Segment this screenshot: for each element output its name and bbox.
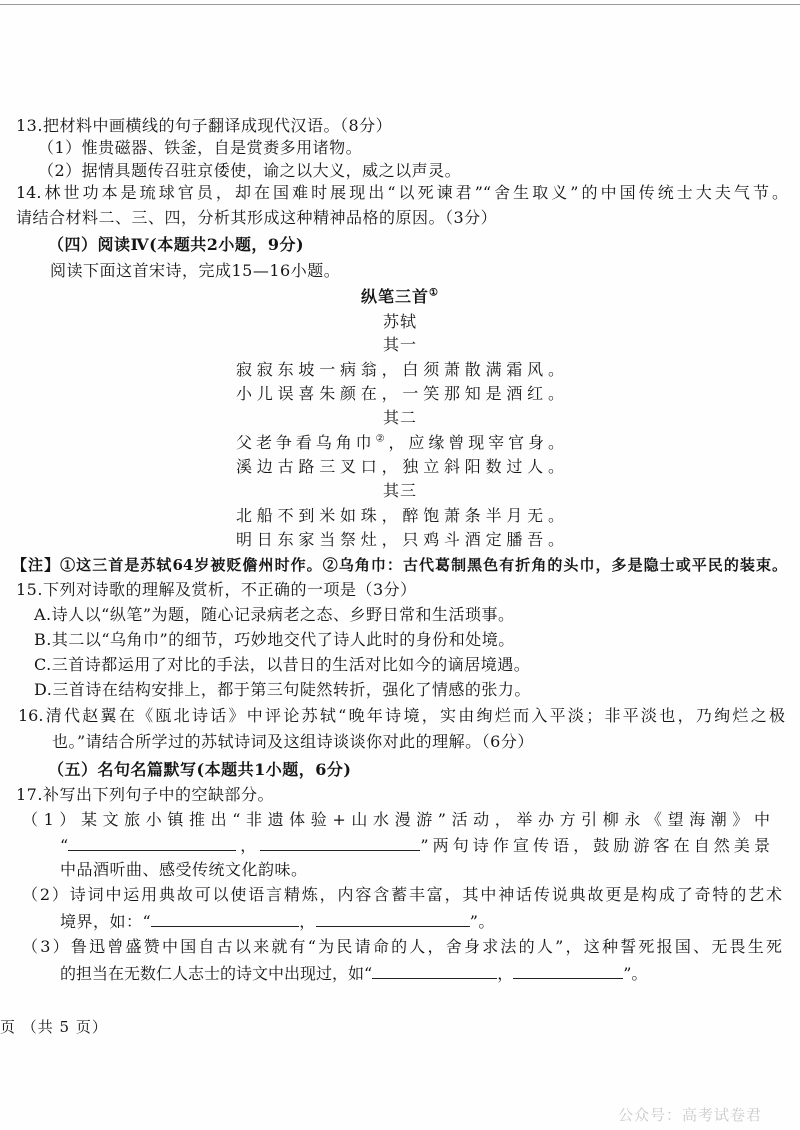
q15-option-b: B.其二以“乌角巾”的细节，巧妙地交代了诗人此时的身份和处境。: [34, 630, 515, 649]
q17-item2-line-2: [60, 911, 495, 932]
poem-part3-line-1: 北船不到米如珠，醉饱萧条半月无。: [236, 506, 564, 525]
poem-title: [0, 287, 800, 307]
poem-title-text: 纵笔三首: [361, 287, 430, 306]
q17-item1-separator: ，: [236, 836, 261, 855]
q15-stem: 15.下列对诗歌的理解及赏析，不正确的一项是（3分）: [16, 580, 417, 599]
q14-line-1: 14.林世功本是琉球官员，却在国难时展现出“以死谏君”“舍生取义”的中国传统士大夫气节。: [16, 183, 788, 202]
q17-item2-line-1: （2）诗词中运用典故可以使语言精炼，内容含蓄丰富，其中神话传说典故更是构成了奇特的艺术: [22, 885, 782, 904]
poem-part2-line-2: 溪边古路三叉口，独立斜阳数过人。: [236, 457, 564, 476]
q17-item1-line-2: [60, 835, 770, 855]
q16-line-2: 也。”请结合所学过的苏轼诗词及这组诗谈谈你对此的理解。（6分）: [52, 732, 534, 751]
q17-item2-line-2-post: ”。: [469, 912, 495, 931]
q17-item2-blank-1: [151, 911, 299, 927]
q17-item3-line-2-post: ”。: [623, 964, 648, 983]
q13-item-2: （2）据情具题传召驻京倭使，谕之以大义，威之以声灵。: [38, 161, 462, 180]
poem-title-note-mark: ①: [429, 287, 439, 299]
q16-line-1: 16.清代赵翼在《瓯北诗话》中评论苏轼“晚年诗境，实由绚烂而入平淡；非平淡也，乃绚烂之极: [18, 706, 785, 725]
poem-part2-line-1-post: ，应缘曾现宰官身。: [388, 433, 564, 452]
q17-item1-blank-1: [68, 835, 236, 851]
q17-item1-line-2-tail: ”两句诗作宣传语，鼓励游客在自然美景: [420, 836, 770, 855]
q13-stem: 13.把材料中画横线的句子翻译成现代汉语。（8分）: [16, 116, 393, 135]
q17-stem: 17.补写出下列句子中的空缺部分。: [16, 785, 274, 804]
q17-item2-line-2-pre: 境界，如：“: [60, 912, 152, 931]
q17-item2-blank-2: [316, 911, 470, 927]
q17-item3-blank-1: [372, 963, 497, 979]
poem-part1-line-2: 小儿误喜朱颜在，一笑那知是酒红。: [236, 384, 564, 403]
poem-part3-line-2: 明日东家当祭灶，只鸡斗酒定膰吾。: [236, 530, 564, 549]
q17-item1-blank-2: [260, 835, 420, 851]
q14-line-2: 请结合材料二、三、四，分析其形成这种精神品格的原因。（3分）: [16, 208, 498, 227]
q17-item3-line-1: （3）鲁迅曾盛赞中国自古以来就有“为民请命的人，舍身求法的人”，这种誓死报国、无畏生死: [22, 937, 782, 956]
watermark: 公众号：高考试卷君: [618, 1106, 763, 1124]
poem-part2-label: 其二: [382, 408, 417, 427]
q17-item3-line-2-pre: 的担当在无数仁人志士的诗文中出现过，如“: [60, 964, 373, 983]
poem-part3-label: 其三: [382, 481, 417, 500]
poem-part2-line-1-pre: 父老争看乌角巾: [236, 433, 376, 452]
poem-part2-note-mark: ②: [375, 433, 389, 445]
q17-item1-open-quote: “: [60, 836, 69, 855]
section5-heading: （五）名句名篇默写(本题共1小题，6分): [48, 760, 352, 779]
q17-item3-line-2: [60, 963, 647, 984]
q17-item1-line-1: （1）某文旅小镇推出“非遗体验+山水漫游”活动，举办方引柳永《望海潮》中: [22, 810, 770, 829]
q13-item-1: （1）惟贵磁器、铁釜，自是赏赉多用诸物。: [38, 138, 363, 157]
q17-item2-separator: ，: [299, 912, 316, 931]
q17-item1-line-3: 中品酒听曲、感受传统文化韵味。: [60, 860, 308, 879]
q15-option-c: C.三首诗都运用了对比的手法，以昔日的生活对比如今的谪居境遇。: [34, 655, 531, 674]
q15-option-d: D.三首诗在结构安排上，都于第三句陡然转折，强化了情感的张力。: [34, 680, 531, 699]
poem-footnote: 【注】①这三首是苏轼64岁被贬儋州时作。②乌角巾：古代葛制黑色有折角的头巾，多是隐士或平民的装束。: [12, 556, 787, 574]
poem-part2-line-1: [236, 433, 564, 453]
q15-option-a: A.诗人以“纵笔”为题，随心记录病老之态、乡野日常和生活琐事。: [34, 605, 515, 624]
q17-item3-separator: ，: [497, 964, 514, 983]
section4-intro: 阅读下面这首宋诗，完成15—16小题。: [50, 261, 341, 280]
section4-heading: （四）阅读Ⅳ(本题共2小题，9分): [48, 235, 305, 254]
poem-part1-line-1: 寂寂东坡一病翁，白须萧散满霜风。: [236, 360, 564, 379]
scan-edge-line: [0, 4, 800, 5]
q17-item3-blank-2: [513, 963, 623, 979]
poem-author: 苏轼: [382, 312, 417, 331]
poem-part1-label: 其一: [382, 335, 417, 354]
page-footer: 页 （共 5 页）: [0, 1018, 108, 1036]
